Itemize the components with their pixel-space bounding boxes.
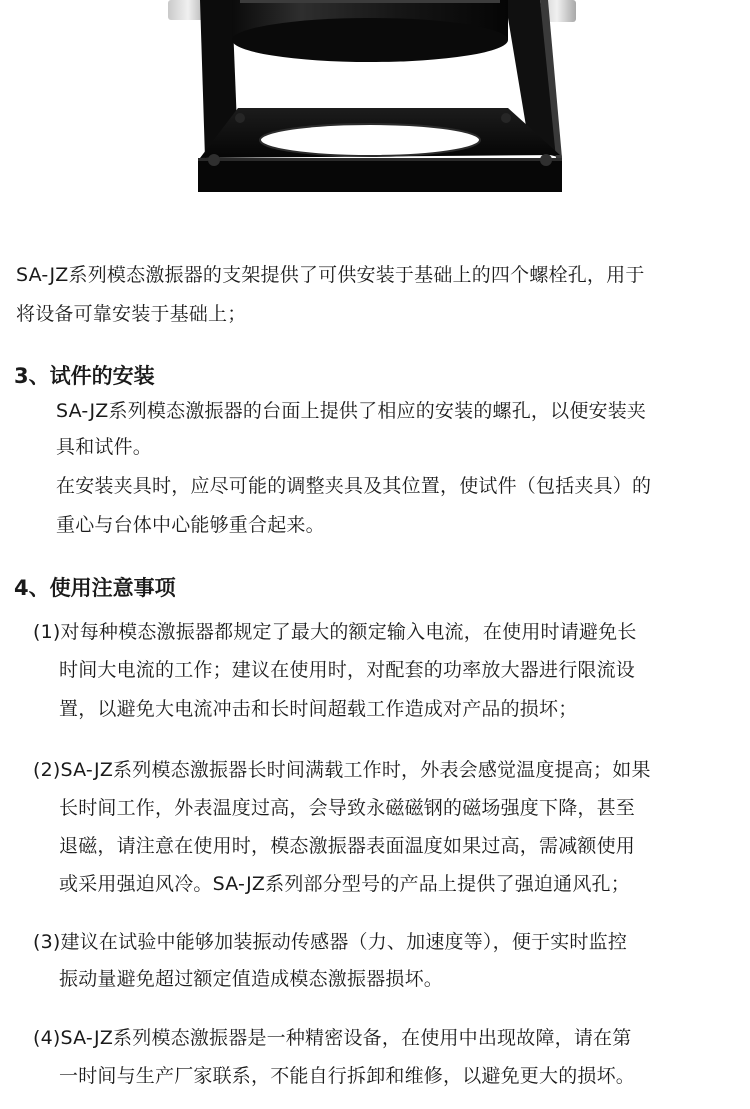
section-3-heading: 3、试件的安装 (14, 364, 155, 388)
notice-item-2-line: 长时间工作，外表温度过高，会导致永磁磁钢的磁场强度下降，甚至 (59, 797, 636, 819)
notice-item-1-line: 置，以避免大电流冲击和长时间超载工作造成对产品的损坏； (59, 698, 578, 720)
notice-item-1-line: 时间大电流的工作；建议在使用时，对配套的功率放大器进行限流设 (59, 659, 636, 681)
intro-line-2: 将设备可靠安装于基础上； (16, 303, 247, 325)
product-photo (0, 0, 750, 230)
section-3-line: SA-JZ系列模态激振器的台面上提供了相应的安装的螺孔，以便安装夹 (56, 400, 647, 422)
exciter-bracket-illustration (0, 0, 750, 230)
section-3-line: 具和试件。 (56, 436, 153, 458)
notice-item-4-line: 一时间与生产厂家联系，不能自行拆卸和维修，以避免更大的损坏。 (59, 1065, 636, 1087)
notice-item-3-line: 振动量避免超过额定值造成模态激振器损坏。 (59, 968, 444, 990)
section-3-line: 在安装夹具时，应尽可能的调整夹具及其位置，使试件（包括夹具）的 (56, 475, 652, 497)
section-3-line: 重心与台体中心能够重合起来。 (56, 514, 325, 536)
notice-item-2-line: 或采用强迫风冷。SA-JZ系列部分型号的产品上提供了强迫通风孔； (59, 873, 630, 895)
intro-line-1: SA-JZ系列模态激振器的支架提供了可供安装于基础上的四个螺栓孔，用于 (16, 264, 645, 286)
notice-item-3-line: (3)建议在试验中能够加装振动传感器（力、加速度等），便于实时监控 (33, 931, 628, 953)
notice-item-2-line: 退磁，请注意在使用时，模态激振器表面温度如果过高，需减额使用 (59, 835, 636, 857)
section-4-heading: 4、使用注意事项 (14, 576, 176, 600)
notice-item-2-line: (2)SA-JZ系列模态激振器长时间满载工作时，外表会感觉温度提高；如果 (33, 759, 651, 781)
notice-item-4-line: (4)SA-JZ系列模态激振器是一种精密设备，在使用中出现故障，请在第 (33, 1027, 632, 1049)
notice-item-1-line: (1)对每种模态激振器都规定了最大的额定输入电流，在使用时请避免长 (33, 621, 637, 643)
